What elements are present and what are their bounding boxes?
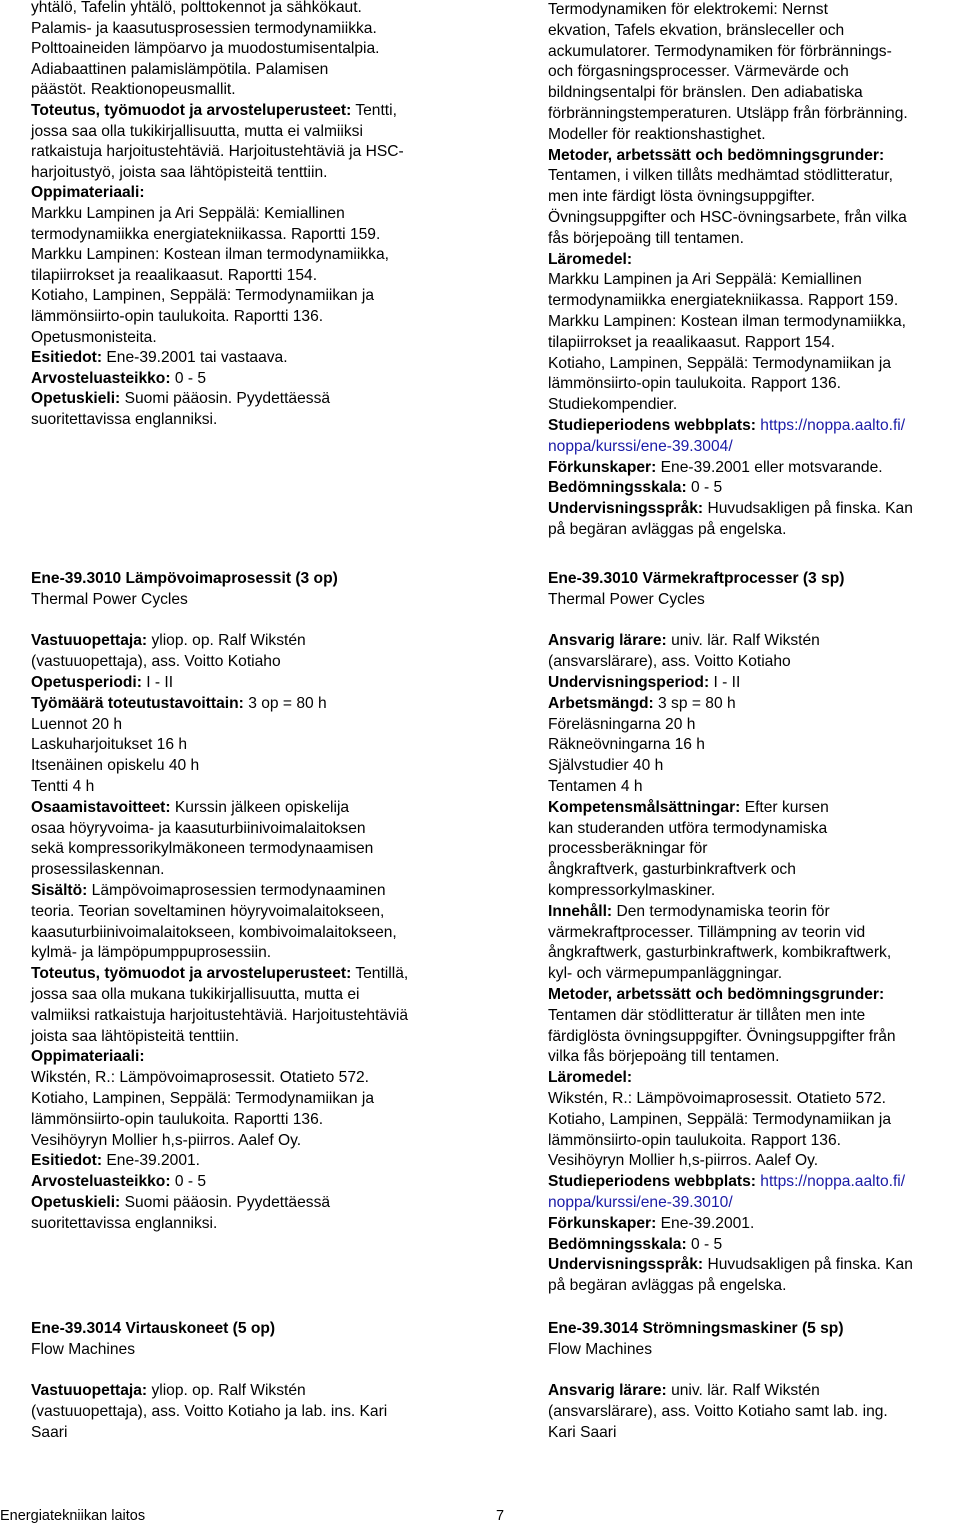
body-text: Itsenäinen opiskelu 40 h: [31, 757, 200, 775]
field-label: Ene-39.3014 Strömningsmaskiner (5 sp): [548, 1320, 844, 1337]
field-label: Ene-39.3010 Värmekraftprocesser (3 sp): [548, 570, 845, 587]
text-line: [31, 611, 449, 632]
body-text: lämmönsiirto-opin taulukoita. Rapport 136.: [548, 1131, 841, 1149]
text-line: [31, 631, 449, 652]
field-label: Työmäärä toteutustavoittain:: [31, 694, 244, 712]
text-line: [31, 819, 449, 840]
course-website-link[interactable]: noppa/kurssi/ene-39.3010/: [548, 1193, 733, 1211]
body-text: prosessilaskennan.: [31, 861, 165, 879]
text-line: [548, 798, 960, 819]
body-text: Laskuharjoitukset 16 h: [31, 736, 188, 754]
body-text: på begäran avläggas på engelska.: [548, 1277, 787, 1295]
field-label: Läromedel:: [548, 250, 633, 268]
text-line: [548, 354, 960, 375]
body-text: Tentti,: [351, 101, 397, 119]
body-text: yliop. op. Ralf Wikstén: [147, 632, 306, 650]
text-line: [548, 1110, 960, 1131]
body-text: Självstudier 40 h: [548, 757, 664, 775]
text-line: [548, 1319, 960, 1340]
field-label: Kompetensmålsättningar:: [548, 798, 741, 816]
body-text: Ene-39.2001.: [656, 1214, 755, 1232]
text-line: [31, 985, 449, 1006]
body-text: suoritettavissa englanniksi.: [31, 1214, 218, 1232]
body-text: I - II: [709, 673, 741, 691]
text-line: [31, 1319, 449, 1340]
body-text: suoritettavissa englanniksi.: [31, 410, 218, 428]
text-line: [31, 1423, 449, 1444]
text-line: [31, 756, 449, 777]
text-line: [548, 652, 960, 673]
text-line: [31, 389, 449, 410]
course-block-ene-39-3010-sv: [548, 569, 960, 1297]
text-line: [31, 1110, 449, 1131]
field-label: Innehåll:: [548, 902, 613, 920]
field-label: Förkunskaper:: [548, 458, 657, 476]
text-line: [31, 735, 449, 756]
text-line: [31, 369, 449, 390]
body-text: 3 op = 80 h: [243, 694, 327, 712]
text-line: [548, 985, 960, 1006]
text-line: [548, 694, 960, 715]
body-text: jossa saa olla mukana tukikirjallisuutta, mutta ei: [31, 985, 360, 1003]
body-text: kan studeranden utföra termodynamiska: [548, 819, 828, 837]
text-line: [31, 286, 449, 307]
field-label: Vastuuopettaja:: [31, 1382, 148, 1400]
body-text: och förgasningsprocesser. Värmevärde och: [548, 63, 849, 81]
body-text: Polttoaineiden lämpöarvo ja muodostumisentalpia.: [31, 40, 380, 58]
body-text: Saari: [31, 1423, 68, 1441]
body-text: på begäran avläggas på engelska.: [548, 520, 787, 538]
body-text: fås börjepoäng till tentamen.: [548, 229, 744, 247]
text-line: [548, 104, 960, 125]
text-line: [31, 80, 449, 101]
text-line: [31, 1131, 449, 1152]
field-label: Opetuskieli:: [31, 1193, 121, 1211]
body-text: Den termodynamiska teorin för: [612, 902, 830, 920]
text-line: [548, 1089, 960, 1110]
body-text: ratkaistuja harjoitustehtäviä. Harjoitustehtäviä ja HSC-: [31, 143, 404, 161]
text-line: [31, 715, 449, 736]
text-line: [548, 520, 960, 541]
field-label: Undervisningsperiod:: [548, 673, 710, 691]
text-line: [548, 1276, 960, 1297]
body-text: Lämpövoimaprosessien termodynaaminen: [87, 881, 386, 899]
text-line: [548, 964, 960, 985]
body-text: teoria. Teorian soveltaminen höyryvoimalaitokseen,: [31, 902, 385, 920]
text-line: [548, 21, 960, 42]
course-block-ene-39-2001-continued-sv: [548, 0, 960, 541]
field-label: Ene-39.3014 Virtauskoneet (5 op): [31, 1320, 276, 1337]
text-line: [548, 1255, 960, 1276]
course-website-link[interactable]: https://noppa.aalto.fi/: [760, 416, 906, 434]
field-label: Undervisningsspråk:: [548, 1256, 704, 1274]
body-text: Efter kursen: [740, 798, 829, 816]
body-text: men inte färdigt lösta övningsuppgifter.: [548, 188, 815, 206]
body-text: osaa höyryvoima- ja kaasuturbiinivoimalaitoksen: [31, 819, 366, 837]
text-line: [548, 1047, 960, 1068]
field-label: Ansvarig lärare:: [548, 632, 667, 650]
body-text: ångkraftwerk, gasturbinkraftwerk, kombikraftwerk,: [548, 944, 892, 962]
body-text: Kurssin jälkeen opiskelija: [170, 798, 350, 816]
course-block-ene-39-3010-fi: [31, 569, 449, 1235]
body-text: Kotiaho, Lampinen, Seppälä: Termodynamiikan ja: [31, 287, 374, 305]
text-line: [31, 1151, 449, 1172]
text-line: [31, 266, 449, 287]
text-line: [548, 166, 960, 187]
body-text: Vesihöyryn Mollier h,s-piirros. Aalef Oy.: [548, 1152, 819, 1170]
body-text: Opetusmonisteita.: [31, 328, 157, 346]
body-text: Tentamen, i vilken tillåts medhämtad stödlitteratur,: [548, 167, 893, 185]
field-label: Bedömningsskala:: [548, 1235, 687, 1253]
field-label: Läromedel:: [548, 1069, 633, 1087]
text-line: [548, 250, 960, 271]
text-line: [548, 590, 960, 611]
body-text: Flow Machines: [31, 1340, 135, 1358]
text-line: [548, 1151, 960, 1172]
body-text: Wikstén, R.: Lämpövoimaprosessit. Otatieto 572.: [548, 1089, 887, 1107]
body-text: Markku Lampinen: Kostean ilman termodynamiikka,: [31, 246, 389, 264]
body-text: kyl- och värmepumpanläggningar.: [548, 965, 783, 983]
text-line: [548, 499, 960, 520]
field-label: Vastuuopettaja:: [31, 632, 148, 650]
text-line: [31, 798, 449, 819]
text-line: [31, 122, 449, 143]
body-text: Termodynamiken för elektrokemi: Nernst: [548, 1, 828, 18]
text-line: [31, 652, 449, 673]
course-block-ene-39-3014-fi: [31, 1319, 449, 1444]
body-text: ekvation, Tafels ekvation, bränsleceller och: [548, 21, 845, 39]
field-label: Esitiedot:: [31, 349, 103, 367]
text-line: [548, 902, 960, 923]
text-line: [31, 673, 449, 694]
body-text: päästöt. Reaktionopeusmallit.: [31, 81, 236, 99]
text-line: [548, 42, 960, 63]
text-line: [548, 208, 960, 229]
text-line: [548, 715, 960, 736]
body-text: kaasuturbiinivoimalaitokseen, kombivoimalaitokseen,: [31, 923, 397, 941]
text-line: [31, 1047, 449, 1068]
text-line: [31, 569, 449, 590]
text-line: [31, 1381, 449, 1402]
field-label: Metoder, arbetssätt och bedömningsgrunder:: [548, 985, 885, 1003]
text-line: [31, 307, 449, 328]
body-text: Huvudsakligen på finska. Kan: [703, 500, 913, 518]
text-line: [31, 777, 449, 798]
text-line: [31, 19, 449, 40]
field-label: Arvosteluasteikko:: [31, 369, 171, 387]
text-line: [31, 0, 449, 19]
text-line: [548, 1402, 960, 1423]
text-line: [31, 1340, 449, 1361]
text-line: [548, 1131, 960, 1152]
body-text: värmekraftprocesser. Tillämpning av teorin vid: [548, 923, 866, 941]
text-line: [548, 673, 960, 694]
text-line: [548, 569, 960, 590]
text-line: [31, 590, 449, 611]
text-line: [548, 395, 960, 416]
course-block-ene-39-3014-sv: [548, 1319, 960, 1444]
body-text: sekä kompressorikylmäkoneen termodynaamisen: [31, 840, 374, 858]
text-line: [548, 611, 960, 632]
text-line: [31, 1361, 449, 1382]
body-text: Räkneövningarna 16 h: [548, 736, 705, 754]
text-line: [548, 187, 960, 208]
footer-page-number: 7: [496, 1508, 505, 1524]
body-text: univ. lär. Ralf Wikstén: [666, 632, 820, 650]
body-text: förbränningstemperaturen. Utsläpp från förbränning.: [548, 104, 908, 122]
body-text: Suomi pääosin. Pyydettäessä: [120, 390, 331, 408]
text-line: [548, 839, 960, 860]
text-line: [31, 328, 449, 349]
text-line: [31, 1089, 449, 1110]
course-website-link[interactable]: https://noppa.aalto.fi/: [760, 1173, 906, 1191]
body-text: Markku Lampinen: Kostean ilman termodynamiikka,: [548, 312, 906, 330]
text-line: [31, 1172, 449, 1193]
body-text: Tentamen där stödlitteratur är tillåten men inte: [548, 1006, 866, 1024]
text-line: [548, 83, 960, 104]
text-line: [548, 756, 960, 777]
field-label: Arbetsmängd:: [548, 694, 654, 712]
text-line: [31, 39, 449, 60]
body-text: univ. lär. Ralf Wikstén: [666, 1382, 820, 1400]
field-label: Opetuskieli:: [31, 390, 121, 408]
body-text: Markku Lampinen ja Ari Seppälä: Kemiallinen: [31, 204, 345, 222]
text-line: [548, 312, 960, 333]
field-label: Opetusperiodi:: [31, 673, 142, 691]
field-label: Sisältö:: [31, 881, 88, 899]
body-text: ackumulatorer. Termodynamiken för förbrännings-: [548, 42, 892, 60]
body-text: 0 - 5: [686, 1235, 723, 1253]
text-line: [548, 1340, 960, 1361]
body-text: Tentillä,: [351, 965, 409, 983]
body-text: Kotiaho, Lampinen, Seppälä: Termodynamiikan ja: [31, 1089, 374, 1107]
text-line: [31, 943, 449, 964]
text-line: [31, 204, 449, 225]
text-line: [548, 125, 960, 146]
body-text: termodynamiikka energiatekniikassa. Rapport 159.: [548, 292, 899, 310]
body-text: Palamis- ja kaasutusprosessien termodynamiikka.: [31, 19, 377, 37]
body-text: yliop. op. Ralf Wikstén: [147, 1382, 306, 1400]
text-line: [31, 1214, 449, 1235]
body-text: processberäkningar för: [548, 840, 708, 858]
text-line: [31, 60, 449, 81]
text-line: [548, 1027, 960, 1048]
field-label: Oppimateriaali:: [31, 184, 145, 202]
text-line: [548, 229, 960, 250]
body-text: termodynamiikka energiatekniikassa. Raportti 159.: [31, 225, 381, 243]
text-line: [548, 146, 960, 167]
body-text: Tentti 4 h: [31, 777, 95, 795]
text-line: [548, 458, 960, 479]
text-line: [31, 348, 449, 369]
course-block-ene-39-2001-continued-fi: [31, 0, 449, 430]
field-label: Arvosteluasteikko:: [31, 1173, 171, 1191]
body-text: Tentamen 4 h: [548, 777, 643, 795]
field-label: Förkunskaper:: [548, 1214, 657, 1232]
field-label: Oppimateriaali:: [31, 1048, 145, 1066]
body-text: tilapiirrokset ja reaalikaasut. Raportti 154.: [31, 266, 318, 284]
body-text: Adiabaattinen palamislämpötila. Palamisen: [31, 60, 329, 78]
body-text: Ene-39.2001 tai vastaava.: [102, 349, 288, 367]
body-text: Modeller för reaktionshastighet.: [548, 125, 766, 143]
body-text: Flow Machines: [548, 1340, 652, 1358]
body-text: Suomi pääosin. Pyydettäessä: [120, 1193, 331, 1211]
body-text: 0 - 5: [170, 369, 207, 387]
body-text: valmiiksi ratkaistuja harjoitustehtäviä. Harjoitustehtäviä: [31, 1006, 409, 1024]
body-text: Huvudsakligen på finska. Kan: [703, 1256, 913, 1274]
body-text: lämmönsiirto-opin taulukoita. Raportti 136.: [31, 1110, 324, 1128]
text-line: [31, 245, 449, 266]
body-text: jossa saa olla tukikirjallisuutta, mutta ei valmiiksi: [31, 122, 363, 140]
body-text: Vesihöyryn Mollier h,s-piirros. Aalef Oy.: [31, 1131, 302, 1149]
body-text: Ene-39.2001.: [102, 1152, 201, 1170]
field-label: Studieperiodens webbplats:: [548, 1173, 756, 1191]
body-text: kylmä- ja lämpöpumppuprosessiin.: [31, 944, 272, 962]
text-line: [548, 881, 960, 902]
text-line: [31, 163, 449, 184]
body-text: (ansvarslärare), ass. Voitto Kotiaho: [548, 653, 791, 671]
body-text: 3 sp = 80 h: [653, 694, 736, 712]
body-text: joista saa lähtöpisteitä tenttiin.: [31, 1027, 240, 1045]
body-text: 0 - 5: [686, 479, 723, 497]
field-label: Bedömningsskala:: [548, 479, 687, 497]
text-line: [31, 225, 449, 246]
text-line: [31, 902, 449, 923]
text-line: [548, 1172, 960, 1193]
text-line: [548, 416, 960, 437]
body-text: Thermal Power Cycles: [31, 590, 188, 608]
text-line: [548, 923, 960, 944]
body-text: Luennot 20 h: [31, 715, 123, 733]
text-line: [548, 0, 960, 21]
field-label: Undervisningsspråk:: [548, 500, 704, 518]
footer-department: Energiatekniikan laitos: [0, 1508, 146, 1524]
text-line: [548, 860, 960, 881]
body-text: Markku Lampinen ja Ari Seppälä: Kemiallinen: [548, 271, 862, 289]
text-line: [31, 860, 449, 881]
body-text: harjoitustyö, joista saa lähtöpisteitä tenttiin.: [31, 163, 328, 181]
text-line: [31, 1068, 449, 1089]
text-line: [548, 270, 960, 291]
text-line: [31, 964, 449, 985]
body-text: vilka fås börjepoäng till tentamen.: [548, 1048, 780, 1066]
body-text: kompressorkylmaskiner.: [548, 881, 716, 899]
field-label: Ansvarig lärare:: [548, 1382, 667, 1400]
text-line: [548, 1006, 960, 1027]
field-label: Toteutus, työmuodot ja arvosteluperusteet:: [31, 101, 352, 119]
text-line: [31, 1027, 449, 1048]
body-text: 0 - 5: [170, 1173, 207, 1191]
text-line: [31, 1402, 449, 1423]
text-line: [548, 1361, 960, 1382]
text-line: [548, 943, 960, 964]
text-line: [548, 478, 960, 499]
body-text: Ene-39.2001 eller motsvarande.: [656, 458, 883, 476]
body-text: bildningsentalpi för bränslen. Den adiabatiska: [548, 84, 863, 102]
body-text: yhtälö, Tafelin yhtälö, polttokennot ja sähkökaut.: [31, 0, 362, 16]
text-line: [31, 1006, 449, 1027]
field-label: Studieperiodens webbplats:: [548, 416, 756, 434]
text-line: [548, 374, 960, 395]
text-line: [31, 881, 449, 902]
text-line: [548, 62, 960, 83]
body-text: Kotiaho, Lampinen, Seppälä: Termodynamiikan ja: [548, 354, 891, 372]
text-line: [31, 101, 449, 122]
text-line: [548, 819, 960, 840]
body-text: tilapiirrokset ja reaalikaasut. Rapport 154.: [548, 333, 835, 351]
body-text: lämmönsiirto-opin taulukoita. Raportti 136.: [31, 307, 324, 325]
body-text: Föreläsningarna 20 h: [548, 715, 696, 733]
field-label: Osaamistavoitteet:: [31, 798, 171, 816]
body-text: lämmönsiirto-opin taulukoita. Rapport 136.: [548, 375, 841, 393]
body-text: Övningsuppgifter och HSC-övningsarbete, från vilka: [548, 208, 907, 226]
field-label: Toteutus, työmuodot ja arvosteluperusteet:: [31, 965, 352, 983]
body-text: I - II: [141, 673, 174, 691]
field-label: Metoder, arbetssätt och bedömningsgrunder:: [548, 146, 885, 164]
course-website-link[interactable]: noppa/kurssi/ene-39.3004/: [548, 437, 733, 455]
text-line: [31, 142, 449, 163]
text-line: [548, 437, 960, 458]
body-text: Kari Saari: [548, 1423, 617, 1441]
body-text: Kotiaho, Lampinen, Seppälä: Termodynamiikan ja: [548, 1110, 891, 1128]
text-line: [548, 777, 960, 798]
text-line: [548, 735, 960, 756]
body-text: (vastuuopettaja), ass. Voitto Kotiaho: [31, 653, 281, 671]
text-line: [31, 410, 449, 431]
text-line: [31, 839, 449, 860]
body-text: ångkraftverk, gasturbinkraftverk och: [548, 861, 796, 879]
body-text: Wikstén, R.: Lämpövoimaprosessit. Otatieto 572.: [31, 1069, 370, 1087]
text-line: [548, 291, 960, 312]
text-line: [548, 1423, 960, 1444]
field-label: Ene-39.3010 Lämpövoimaprosessit (3 op): [31, 570, 338, 587]
text-line: [548, 631, 960, 652]
text-line: [548, 1068, 960, 1089]
body-text: (vastuuopettaja), ass. Voitto Kotiaho ja lab. ins. Kari: [31, 1403, 388, 1421]
text-line: [548, 1235, 960, 1256]
body-text: Thermal Power Cycles: [548, 590, 705, 608]
text-line: [31, 694, 449, 715]
text-line: [31, 183, 449, 204]
text-line: [31, 923, 449, 944]
text-line: [548, 1381, 960, 1402]
body-text: Studiekompendier.: [548, 396, 678, 414]
text-line: [31, 1193, 449, 1214]
text-line: [548, 333, 960, 354]
body-text: färdiglösta övningsuppgifter. Övningsuppgifter från: [548, 1027, 896, 1045]
body-text: (ansvarslärare), ass. Voitto Kotiaho samt lab. ing.: [548, 1403, 888, 1421]
text-line: [548, 1214, 960, 1235]
text-line: [548, 1193, 960, 1214]
field-label: Esitiedot:: [31, 1152, 103, 1170]
